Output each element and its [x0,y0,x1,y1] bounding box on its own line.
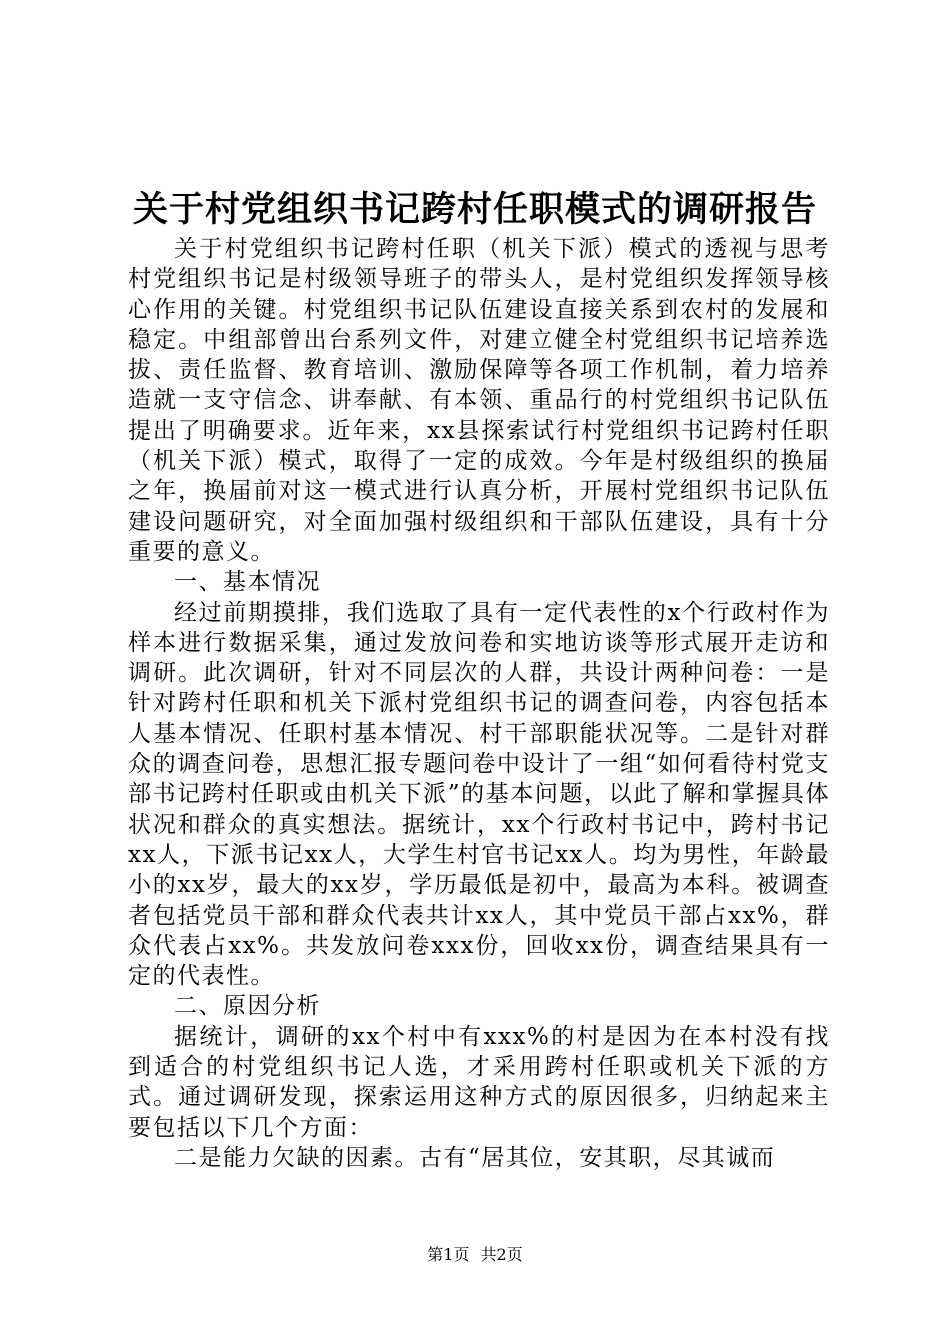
ability-factor-paragraph: 二是能力欠缺的因素。古有“居其位，安其职，尽其诚而 [174,1144,776,1171]
cause-analysis-paragraph: 据统计，调研的xx个村中有xxx%的村是因为在本村没有找到适合的村党组织书记人选，才采用跨村任职或机关下派的方式。通过调研发现，探索运用这种方式的原因很多，归纳起来主要包括以下几个方面： [128,1023,830,1141]
page-number: 第1页 [427,1245,470,1264]
section-heading-cause-analysis: 二、原因分析 [174,993,321,1020]
page-total: 共2页 [480,1245,523,1264]
basic-situation-paragraph: 经过前期摸排，我们选取了具有一定代表性的x个行政村作为样本进行数据采集，通过发放问卷和实地访谈等形式展开走访和调研。此次调研，针对不同层次的人群，共设计两种问卷：一是针对跨村任职和机关下派村党组织书记的调查问卷，内容包括本人基本情况、任职村基本情况、村干部职能状况等。二是针对群众的调查问卷，思想汇报专题问卷中设计了一组“如何看待村党支部书记跨村任职或由机关下派”的基本问题，以此了解和掌握具体状况和群众的真实想法。据统计，xx个行政村书记中，跨村书记xx人，下派书记xx人，大学生村官书记xx人。均为男性，年龄最小的xx岁，最大的xx岁，学历最低是初中，最高为本科。被调查者包括党员干部和群众代表共计xx人，其中党员干部占xx%，群众代表占xx%。共发放问卷xxx份，回收xx份，调查结果具有一定的代表性。 [128,599,830,990]
section-heading-basic-situation: 一、基本情况 [174,569,321,596]
intro-paragraph: 关于村党组织书记跨村任职（机关下派）模式的透视与思考村党组织书记是村级领导班子的带头人，是村党组织发挥领导核心作用的关键。村党组织书记队伍建设直接关系到农村的发展和稳定。中组部曾出台系列文件，对建立健全村党组织书记培养选拔、责任监督、教育培训、激励保障等各项工作机制，着力培养造就一支守信念、讲奉献、有本领、重品行的村党组织书记队伍提出了明确要求。近年来，xx县探索试行村党组织书记跨村任职（机关下派）模式，取得了一定的成效。今年是村级组织的换届之年，换届前对这一模式进行认真分析，开展村党组织书记队伍建设问题研究，对全面加强村级组织和干部队伍建设，具有十分重要的意义。 [128,236,830,565]
page-footer [0,1245,950,1265]
document-title: 关于村党组织书记跨村任职模式的调研报告 [132,189,817,230]
document-body [128,234,830,1173]
